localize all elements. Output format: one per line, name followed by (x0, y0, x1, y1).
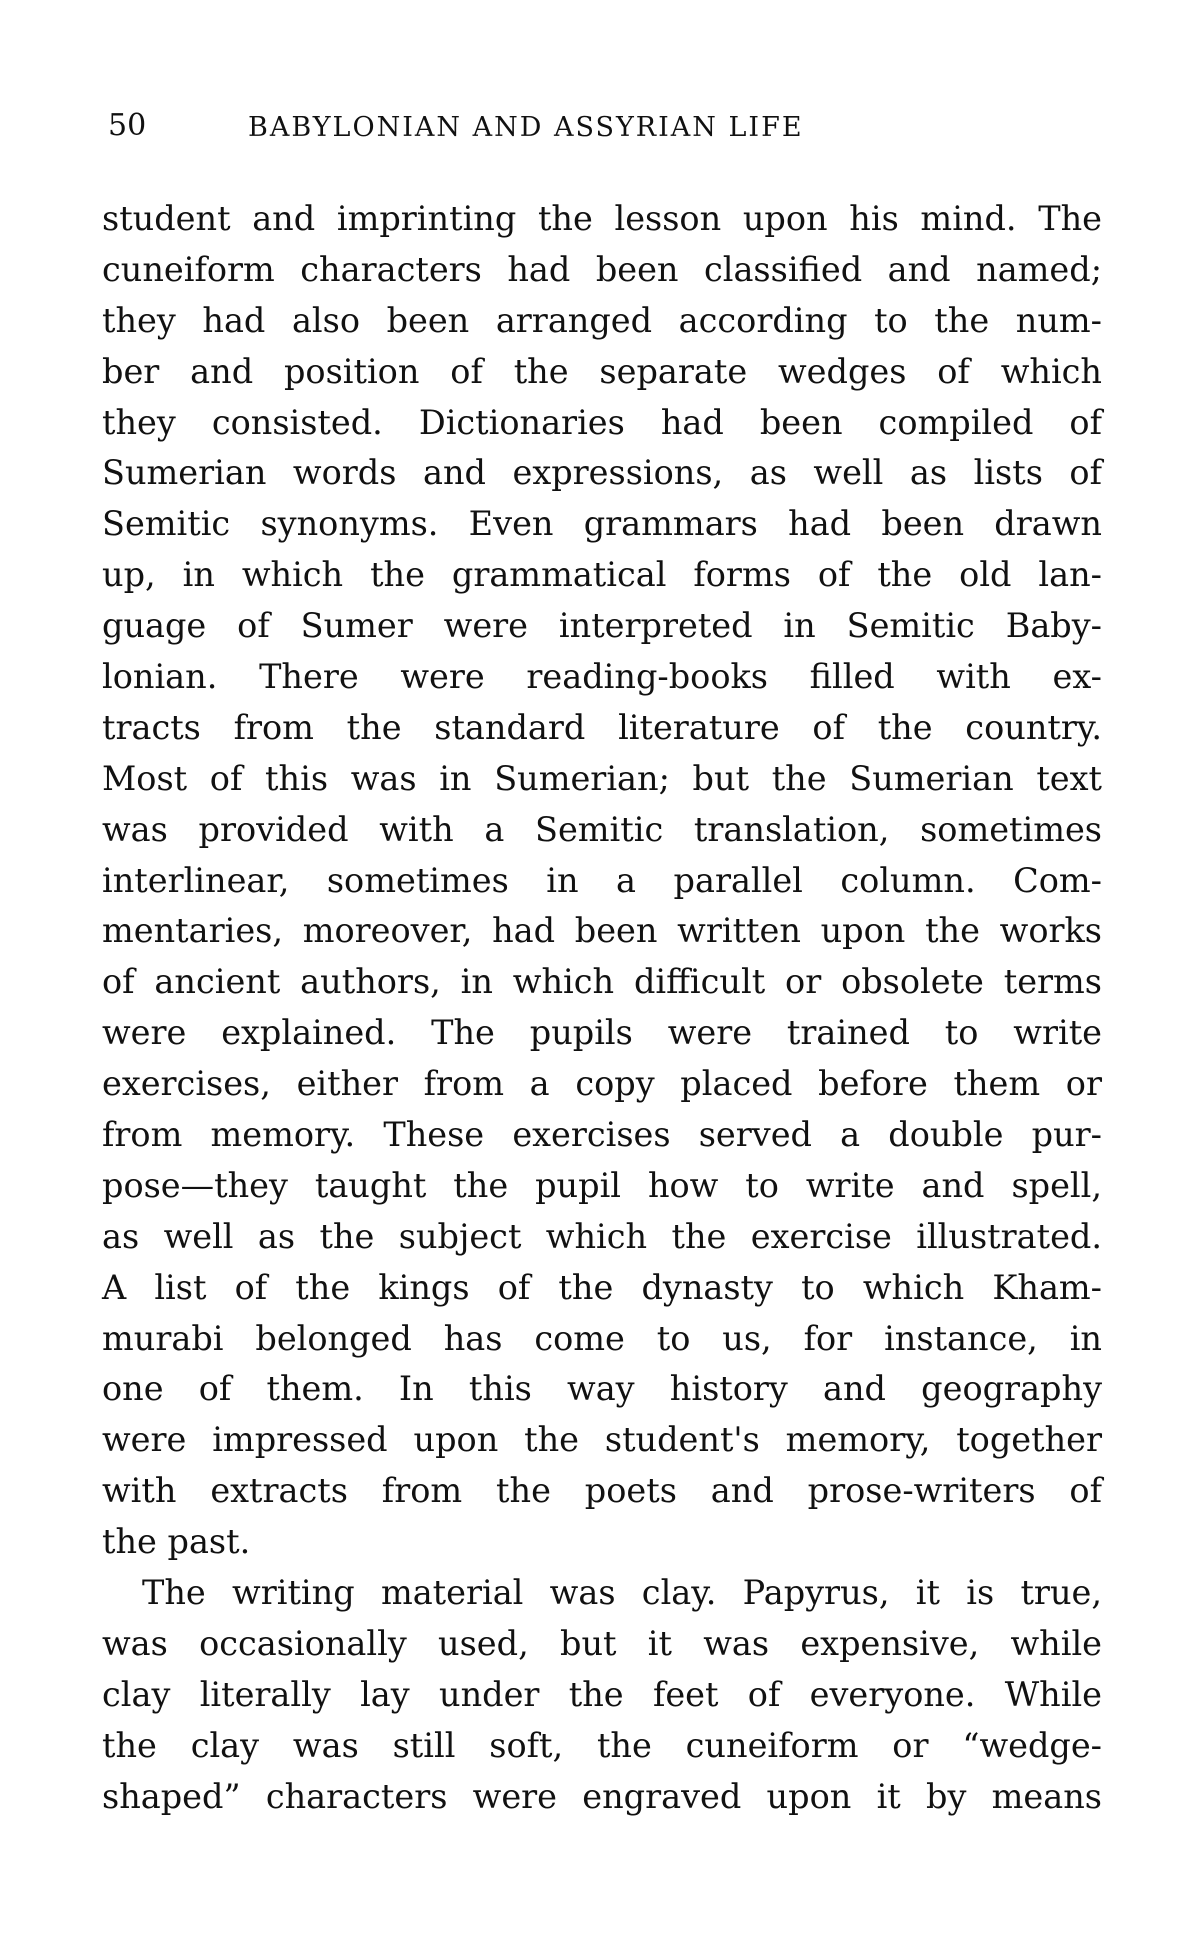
text-line: exercises, either from a copy placed before them or (102, 1064, 1102, 1104)
text-line: they had also been arranged according to the num- (102, 300, 1102, 340)
running-title: BABYLONIAN AND ASSYRIAN LIFE (248, 112, 804, 143)
text-line: guage of Sumer were interpreted in Semitic Baby- (102, 606, 1102, 646)
text-line: was occasionally used, but it was expensive, while (102, 1623, 1102, 1663)
text-line: were impressed upon the student's memory, together (102, 1420, 1102, 1460)
text-line: A list of the kings of the dynasty to which Kham- (102, 1267, 1102, 1307)
page-body-text (102, 194, 1102, 1823)
text-line: ber and position of the separate wedges of which (102, 351, 1102, 391)
text-line: clay literally lay under the feet of everyone. While (102, 1674, 1102, 1714)
text-line: up, in which the grammatical forms of the old lan- (102, 555, 1102, 595)
text-line: The writing material was clay. Papyrus, it is true, (142, 1573, 1102, 1613)
text-line: student and imprinting the lesson upon his mind. The (102, 199, 1102, 238)
text-line: with extracts from the poets and prose-writers of (102, 1471, 1102, 1511)
text-line: murabi belonged has come to us, for instance, in (102, 1318, 1102, 1358)
text-line: one of them. In this way history and geography (102, 1369, 1102, 1409)
text-line: mentaries, moreover, had been written upon the works (102, 911, 1102, 951)
text-line: Sumerian words and expressions, as well as lists of (102, 453, 1102, 493)
text-line: lonian. There were reading-books filled with ex- (102, 657, 1102, 697)
text-line: as well as the subject which the exercise illustrated. (102, 1216, 1102, 1256)
text-line: the clay was still soft, the cuneiform or “wedge- (102, 1725, 1102, 1765)
text-line: were explained. The pupils were trained to write (102, 1013, 1102, 1053)
text-line: tracts from the standard literature of the country. (102, 707, 1102, 747)
text-line: of ancient authors, in which difficult or obsolete terms (102, 962, 1102, 1002)
page-number: 50 (108, 108, 147, 143)
text-line: was provided with a Semitic translation, sometimes (102, 809, 1102, 849)
text-line: cuneiform characters had been classified and named; (102, 249, 1102, 289)
text-line: pose—they taught the pupil how to write and spell, (102, 1165, 1102, 1205)
text-line: shaped” characters were engraved upon it by means (102, 1776, 1102, 1816)
text-line: they consisted. Dictionaries had been compiled of (102, 402, 1102, 442)
page-header (108, 108, 948, 148)
text-line: interlinear, sometimes in a parallel column. Com- (102, 860, 1102, 900)
text-line: Semitic synonyms. Even grammars had been drawn (102, 504, 1102, 544)
text-line: from memory. These exercises served a double pur- (102, 1115, 1102, 1155)
text-line: Most of this was in Sumerian; but the Sumerian text (102, 758, 1102, 798)
text-line: the past. (102, 1522, 251, 1562)
